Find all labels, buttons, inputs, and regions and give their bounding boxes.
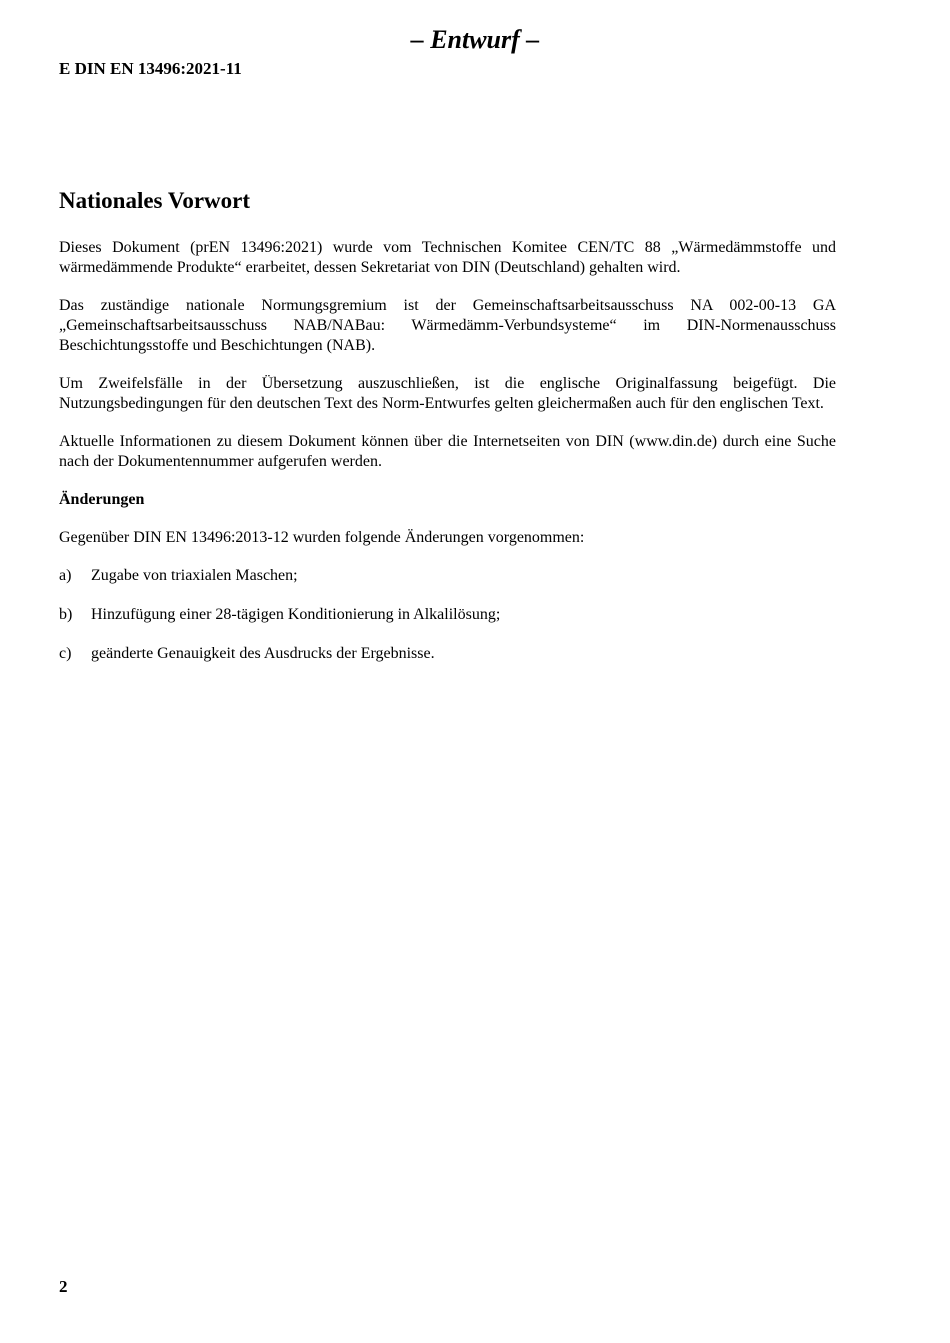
list-item-text: Zugabe von triaxialen Maschen;: [91, 567, 298, 584]
section-title: Nationales Vorwort: [59, 188, 251, 213]
page-content: [59, 186, 836, 683]
list-item-marker: a): [59, 567, 72, 584]
list-item: [59, 566, 836, 586]
paragraph-standards-body: Das zuständige nationale Normungsgremium ist der Gemeinschaftsarbeitsausschuss NA 002-00-13 GA „Gemeinschaftsarbeitsausschuss NAB/NABau: Wärmedämm-Verbundsysteme“ im DIN-Normenausschuss Beschichtungsstoffe und Beschichtungen (NAB).: [59, 297, 836, 354]
list-item: [59, 644, 836, 664]
document-id: E DIN EN 13496:2021-11: [59, 59, 242, 78]
changes-intro: Gegenüber DIN EN 13496:2013-12 wurden folgende Änderungen vorgenommen:: [59, 529, 585, 546]
changes-heading: Änderungen: [59, 491, 145, 508]
list-item: [59, 605, 836, 625]
paragraph-translation: Um Zweifelsfälle in der Übersetzung auszuschließen, ist die englische Originalfassung beigefügt. Die Nutzungsbedingungen für den deutschen Text des Norm-Entwurfes gelten gleichermaßen auch für den englischen Text.: [59, 375, 836, 412]
changes-list: [59, 566, 836, 664]
paragraph-information: Aktuelle Informationen zu diesem Dokument können über die Internetseiten von DIN (www.din.de) durch eine Suche nach der Dokumentennummer aufgerufen werden.: [59, 433, 836, 470]
paragraph-committee: Dieses Dokument (prEN 13496:2021) wurde vom Technischen Komitee CEN/TC 88 „Wärmedämmstoffe und wärmedämmende Produkte“ erarbeitet, dessen Sekretariat von DIN (Deutschland) gehalten wird.: [59, 239, 836, 276]
draft-watermark-heading: – Entwurf –: [410, 25, 540, 54]
page-number: 2: [59, 1277, 68, 1296]
list-item-marker: b): [59, 606, 73, 623]
list-item-text: geänderte Genauigkeit des Ausdrucks der Ergebnisse.: [91, 645, 435, 662]
list-item-text: Hinzufügung einer 28-tägigen Konditionierung in Alkalilösung;: [91, 606, 501, 623]
list-item-marker: c): [59, 645, 72, 662]
